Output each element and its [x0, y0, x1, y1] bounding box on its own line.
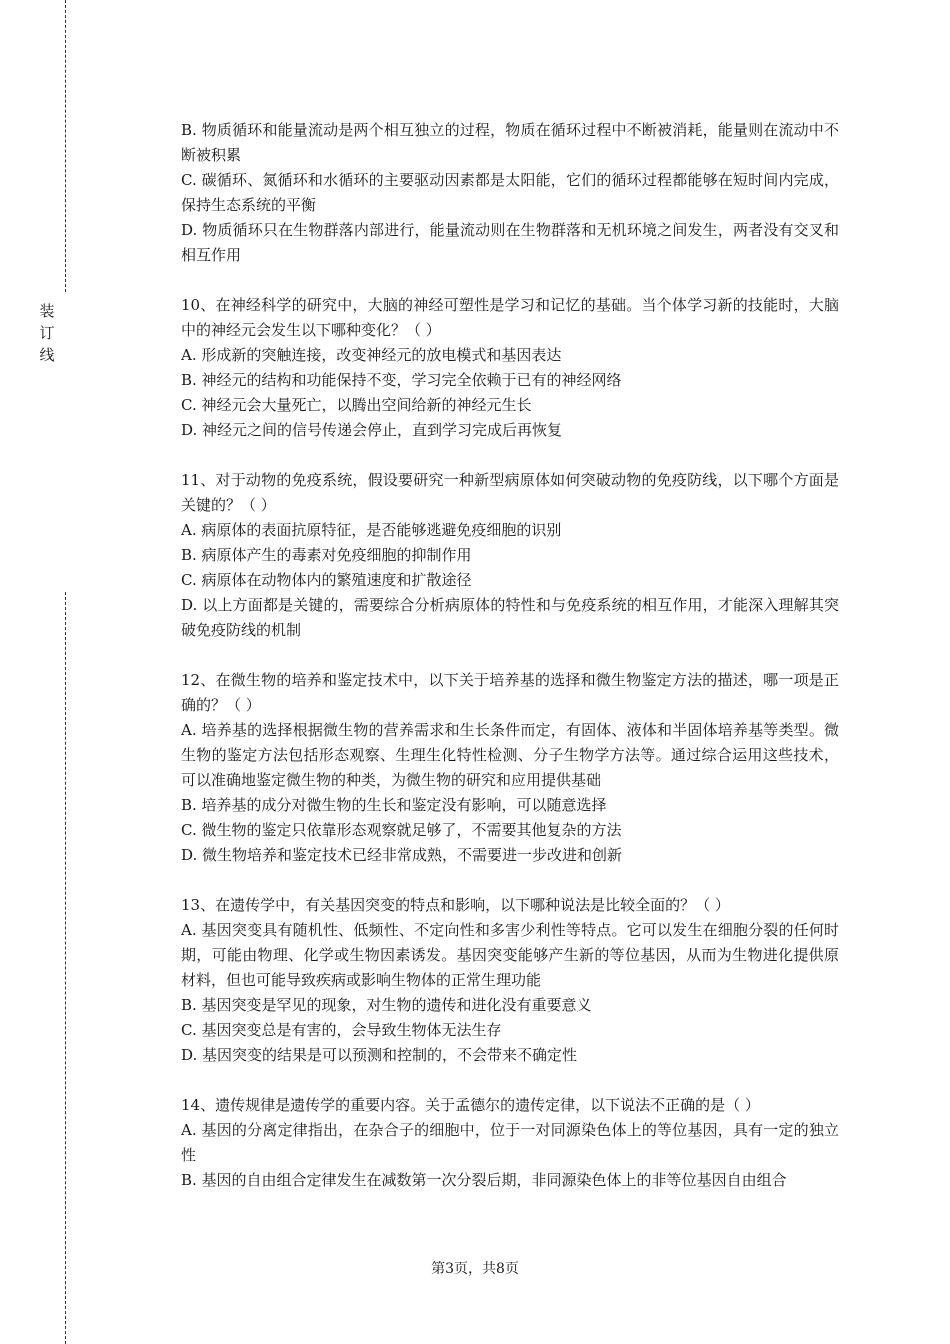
option-d: D. 基因突变的结果是可以预测和控制的，不会带来不确定性 — [181, 1046, 578, 1064]
binding-label: 装订线 — [39, 302, 55, 364]
question-stem: 14、遗传规律是遗传学的重要内容。关于孟德尔的遗传定律，以下说法不正确的是（ ） — [181, 1096, 760, 1114]
option-a: A. 培养基的选择根据微生物的营养需求和生长条件而定，有固体、液体和半固体培养基等类型。微生物的鉴定方法包括形态观察、生理生化特性检测、分子生物学方法等。通过综合运用这些技术，可以准确地鉴定微生物的种类，为微生物的研究和应用提供基础 — [181, 721, 839, 789]
option-c: C. 微生物的鉴定只依靠形态观察就足够了，不需要其他复杂的方法 — [181, 821, 622, 839]
option-b: B. 神经元的结构和功能保持不变，学习完全依赖于已有的神经网络 — [181, 371, 622, 389]
binding-line-bottom — [65, 592, 66, 1344]
question-14 — [181, 1093, 839, 1193]
option-c: C. 碳循环、氮循环和水循环的主要驱动因素都是太阳能，它们的循环过程都能够在短时间内完成，保持生态系统的平衡 — [181, 171, 839, 214]
binding-line-top — [65, 0, 66, 292]
option-d: D. 物质循环只在生物群落内部进行，能量流动则在生物群落和无机环境之间发生，两者没有交叉和相互作用 — [181, 221, 839, 264]
exam-content — [181, 118, 839, 1218]
option-b: B. 培养基的成分对微生物的生长和鉴定没有影响，可以随意选择 — [181, 796, 607, 814]
option-b: B. 基因突变是罕见的现象，对生物的遗传和进化没有重要意义 — [181, 996, 592, 1014]
question-11 — [181, 468, 839, 643]
option-c: C. 病原体在动物体内的繁殖速度和扩散途径 — [181, 571, 472, 589]
option-b: B. 物质循环和能量流动是两个相互独立的过程，物质在循环过程中不断被消耗，能量则在流动中不断被积累 — [181, 121, 839, 164]
question-12 — [181, 668, 839, 868]
page-number: 第3页，共8页 — [431, 1261, 519, 1277]
option-d: D. 神经元之间的信号传递会停止，直到学习完成后再恢复 — [181, 421, 563, 439]
option-c: C. 神经元会大量死亡，以腾出空间给新的神经元生长 — [181, 396, 532, 414]
question-stem: 13、在遗传学中，有关基因突变的特点和影响，以下哪种说法是比较全面的？（ ） — [181, 896, 730, 914]
question-stem: 10、在神经科学的研究中，大脑的神经可塑性是学习和记忆的基础。当个体学习新的技能时，大脑中的神经元会发生以下哪种变化？（ ） — [181, 296, 839, 339]
option-d: D. 微生物培养和鉴定技术已经非常成熟，不需要进一步改进和创新 — [181, 846, 623, 864]
question-stem: 11、对于动物的免疫系统，假设要研究一种新型病原体如何突破动物的免疫防线，以下哪个方面是关键的？（ ） — [181, 471, 839, 514]
option-a: A. 基因的分离定律指出，在杂合子的细胞中，位于一对同源染色体上的等位基因，具有一定的独立性 — [181, 1121, 839, 1164]
option-b: B. 病原体产生的毒素对免疫细胞的抑制作用 — [181, 546, 472, 564]
option-d: D. 以上方面都是关键的，需要综合分析病原体的特性和与免疫系统的相互作用，才能深入理解其突破免疫防线的机制 — [181, 596, 839, 639]
question-stem: 12、在微生物的培养和鉴定技术中，以下关于培养基的选择和微生物鉴定方法的描述，哪一项是正确的？（ ） — [181, 671, 839, 714]
option-c: C. 基因突变总是有害的，会导致生物体无法生存 — [181, 1021, 502, 1039]
question-13 — [181, 893, 839, 1068]
option-a: A. 基因突变具有随机性、低频性、不定向性和多害少利性等特点。它可以发生在细胞分裂的任何时期，可能由物理、化学或生物因素诱发。基因突变能够产生新的等位基因，从而为生物进化提供原材料，但也可能导致疾病或影响生物体的正常生理功能 — [181, 921, 839, 989]
option-b: B. 基因的自由组合定律发生在减数第一次分裂后期，非同源染色体上的非等位基因自由组合 — [181, 1171, 787, 1189]
question-10 — [181, 293, 839, 443]
previous-question-options — [181, 118, 839, 268]
option-a: A. 形成新的突触连接，改变神经元的放电模式和基因表达 — [181, 346, 562, 364]
option-a: A. 病原体的表面抗原特征，是否能够逃避免疫细胞的识别 — [181, 521, 562, 539]
